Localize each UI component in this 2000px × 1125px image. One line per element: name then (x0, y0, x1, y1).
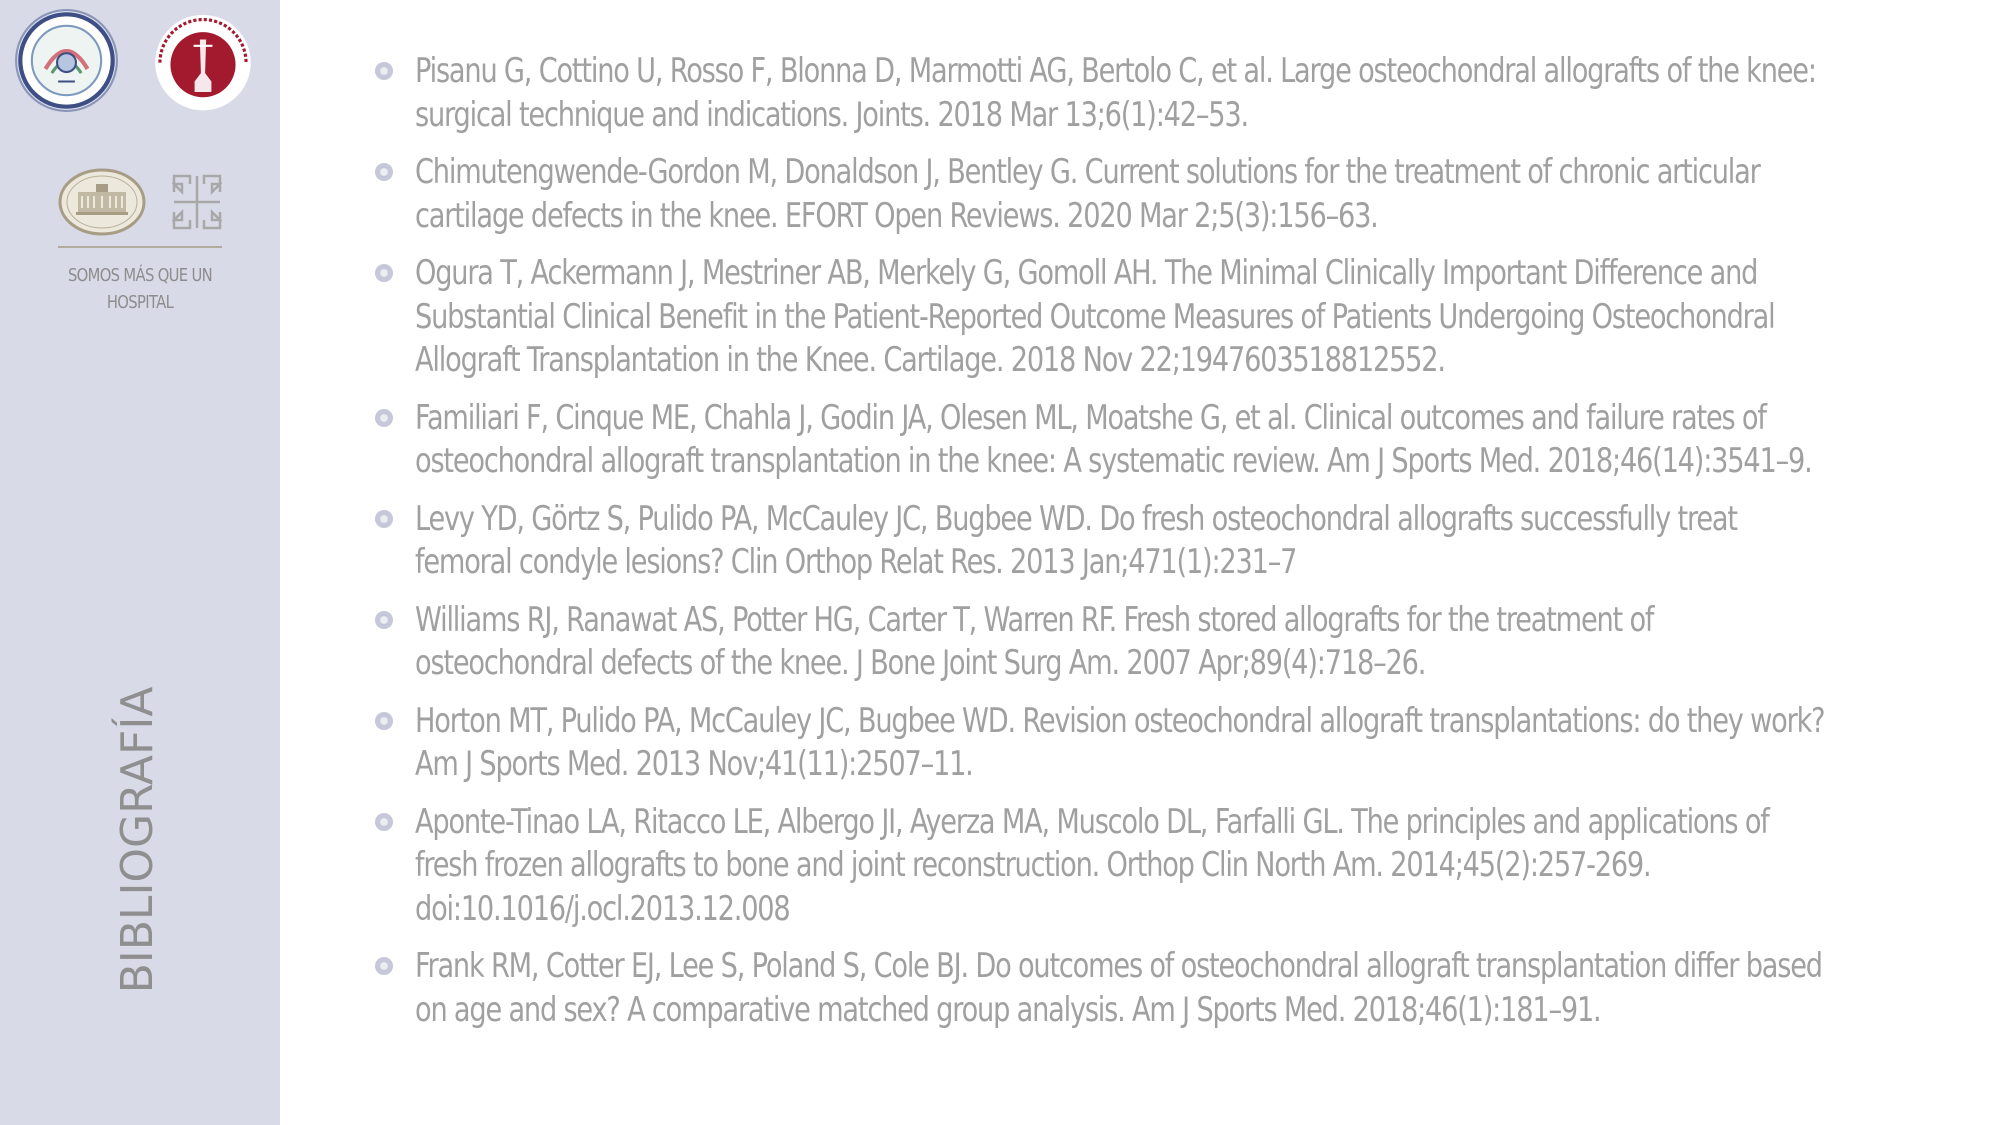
bullet-icon (375, 611, 393, 629)
reference-item (375, 945, 1822, 1032)
reference-item (375, 498, 1805, 585)
reference-item (375, 397, 1812, 484)
sidebar (0, 0, 280, 1125)
reference-text: Ogura T, Ackermann J, Mestriner AB, Merkely G, Gomoll AH. The Minimal Clinically Important Difference and Substantial Clinical Benefit in the Patient-Reported Outcome Measures of Patients Undergoing Osteochondral Allograft Transplantation in the Knee. Cartilage. 2018 Nov 22;1947603518812552. (415, 253, 1775, 380)
bullet-icon (375, 510, 393, 528)
reference-text: Pisanu G, Cottino U, Rosso F, Blonna D, Marmotti AG, Bertolo C, et al. Large osteochondral allografts of the knee: surgical technique and indications. Joints. 2018 Mar 13;6(1):42–53. (415, 51, 1816, 135)
hospital-building-logo (58, 168, 146, 236)
section-title: BIBLIOGRAFÍA (112, 686, 163, 994)
reference-item (375, 700, 1825, 787)
reference-item (375, 151, 1805, 238)
reference-text: Frank RM, Cotter EJ, Lee S, Poland S, Cole BJ. Do outcomes of osteochondral allograft transplantation differ based on age and sex? A comparative matched group analysis. Am J Sports Med. 2018;46(1):181–91. (415, 946, 1822, 1030)
bullet-icon (375, 62, 393, 80)
reference-text: Levy YD, Görtz S, Pulido PA, McCauley JC, Bugbee WD. Do fresh osteochondral allografts successfully treat femoral condyle lesions? Clin Orthop Relat Res. 2013 Jan;471(1):231–7 (415, 498, 1737, 582)
reference-item (375, 801, 1805, 932)
bullet-icon (375, 163, 393, 181)
reference-text: Aponte-Tinao LA, Ritacco LE, Albergo JI, Ayerza MA, Muscolo DL, Farfalli GL. The principles and applications of fresh frozen allografts to bone and joint reconstruction. Orthop Clin North Am. 2014;45(2):257-269. doi:10.1016/j.ocl.2013.12.008 (415, 801, 1769, 929)
reference-text: Familiari F, Cinque ME, Chahla J, Godin JA, Olesen ML, Moatshe G, et al. Clinical outcomes and failure rates of osteochondral allograft transplantation in the knee: A systematic review. Am J Sports Med. 2018;46(14):3541–9. (415, 397, 1812, 481)
reference-text: Williams RJ, Ranawat AS, Potter HG, Carter T, Warren RF. Fresh stored allografts for the treatment of osteochondral defects of the knee. J Bone Joint Surg Am. 2007 Apr;89(4):718–26. (415, 599, 1654, 683)
reference-text: Chimutengwende-Gordon M, Donaldson J, Bentley G. Current solutions for the treatment of chronic articular cartilage defects in the knee. EFORT Open Reviews. 2020 Mar 2;5(3):156–63. (415, 152, 1760, 236)
asociacion-argentina-de-artroscopia-logo (144, 8, 262, 113)
bullet-icon (375, 409, 393, 427)
hospital-cross-logo (172, 174, 222, 230)
hospital-tagline: SOMOS MÁS QUE UN HOSPITAL (67, 265, 213, 313)
reference-item (375, 599, 1805, 686)
bullet-icon (375, 712, 393, 730)
artroscopia-protesis-de-rodilla-logo (14, 8, 119, 113)
bullet-icon (375, 264, 393, 282)
reference-item (375, 252, 1805, 383)
bullet-icon (375, 957, 393, 975)
sidebar-divider (58, 246, 222, 248)
reference-list (375, 50, 1825, 1046)
reference-item (375, 50, 1816, 137)
reference-text: Horton MT, Pulido PA, McCauley JC, Bugbee WD. Revision osteochondral allograft transplantations: do they work? Am J Sports Med. 2013 Nov;41(11):2507–11. (415, 700, 1825, 784)
bullet-icon (375, 813, 393, 831)
